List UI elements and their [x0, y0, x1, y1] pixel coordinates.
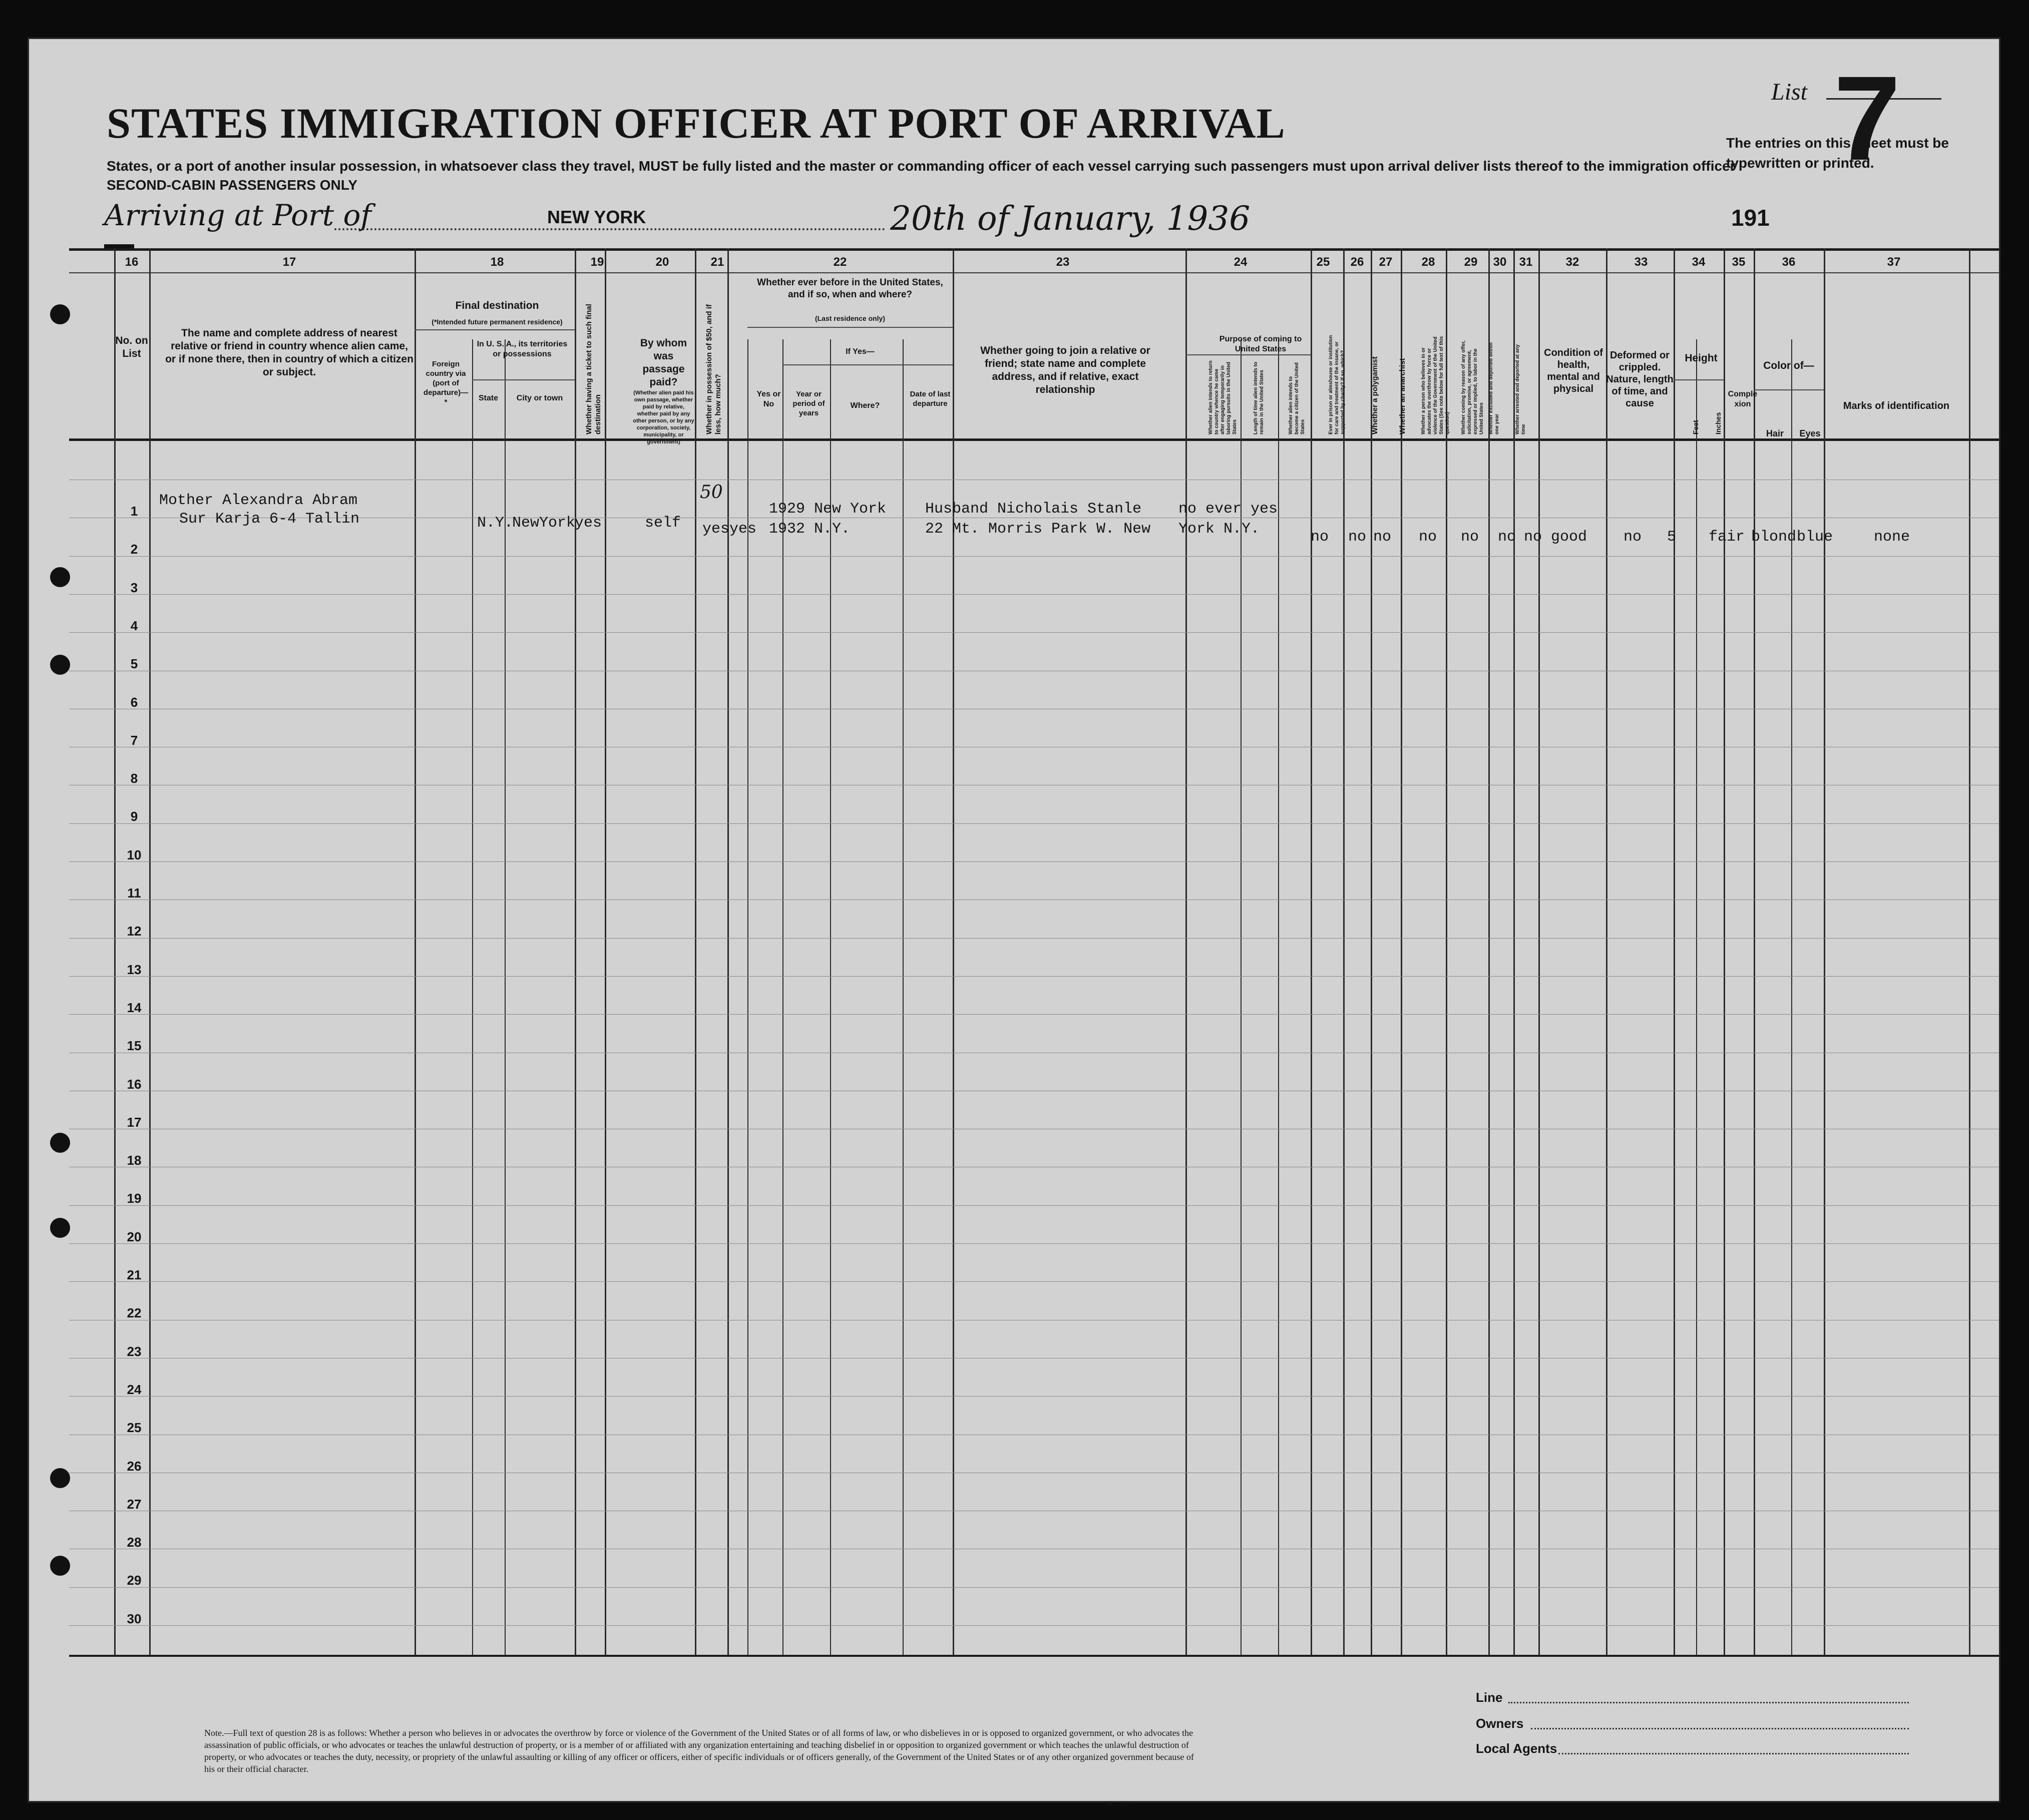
subheader-rule: [782, 364, 953, 365]
row-number: 25: [127, 1420, 142, 1436]
entry-paid-by: self: [645, 515, 681, 532]
entry-complexion: fair: [1709, 529, 1745, 546]
column-rule: [1371, 248, 1372, 1655]
row-rule: [69, 1243, 1999, 1244]
subheader-rule: [1754, 389, 1824, 390]
port-name: NEW YORK: [547, 207, 646, 227]
col-number: 28: [1421, 255, 1435, 269]
col-number: 31: [1519, 255, 1533, 269]
col-number: 19: [590, 255, 604, 269]
header-nearest-relative: The name and complete address of nearest relative or friend in country whence alien came, or if none there, then in country of which a citizen or subject.: [165, 327, 414, 378]
row-number: 30: [127, 1611, 142, 1626]
row-number: 27: [127, 1496, 142, 1512]
header-hair: Hair: [1766, 428, 1784, 438]
binder-hole: [50, 1133, 70, 1153]
row-rule: [69, 861, 1999, 862]
column-number-rule: [69, 272, 1999, 273]
column-rule: [415, 248, 416, 1655]
col-number: 33: [1634, 255, 1648, 269]
header-year-period: Year or period of years: [792, 390, 825, 417]
row-number: 17: [127, 1114, 142, 1130]
line-field: [1508, 1702, 1909, 1703]
subheader-rule: [1674, 379, 1724, 380]
row-number: 9: [130, 809, 138, 824]
binder-hole: [50, 655, 70, 675]
entry-ticket: yes: [575, 515, 602, 532]
header-passage-paid-note: (Whether alien paid his own passage, whether paid by relative, whether paid by any other person, or by any corporation, society, municipality, or government): [633, 390, 694, 445]
col-number: 22: [833, 255, 847, 269]
header-ever-before: Whether ever before in the United States, and if so, when and where?: [757, 277, 943, 300]
row-number: 7: [130, 732, 138, 748]
entry-money-note: 50: [700, 482, 723, 503]
column-rule: [1754, 248, 1755, 1655]
entry-eyes: blue: [1797, 529, 1833, 546]
question-28-note: Note.—Full text of question 28 is as follows: Whether a person who believes in or advocates the overthrow by force or violence of the Government of the United States or of all forms of law, or who disbelieves in or is opposed to organized government, or who advocates the assassination of public officials, or who advocates or teaches the unlawful destruction of property, or is a member of or affiliated with any organization entertaining and teaching disbelief in or opposition to organized government or which teaches the unlawful destruction of property, or who advocates or teaches the duty, necessity, or propriety of the unlawful assaulting or killing of any officer or officers, either of specific individuals or of officers generally, of the Government of the United States or of any other organized government because of his or their official character.: [204, 1728, 1194, 1774]
header-labor-offer: Whether coming by reason of any offer, solicitation, promise, or agreement, expressed or implied, to labor in the United States: [1461, 340, 1484, 434]
table-top-rule: [69, 248, 1999, 251]
entry-c31: no: [1524, 529, 1542, 546]
col-number: 37: [1887, 255, 1901, 269]
row-number: 1: [130, 504, 138, 519]
row-number: 12: [127, 924, 142, 939]
row-number: 18: [127, 1153, 142, 1168]
header-no-on-list: No. on List: [115, 335, 148, 359]
col-number: 18: [490, 255, 504, 269]
header-passage-paid: By whom was passage paid?: [640, 337, 687, 388]
form-code: 14—480: [1105, 1801, 1130, 1808]
entries-note: The entries on this sheet must be typewritten or printed.: [1726, 135, 1949, 171]
column-rule: [695, 248, 696, 1655]
local-agents-label: Local Agents: [1476, 1741, 1557, 1756]
row-rule: [69, 938, 1999, 939]
entry-c29: no: [1461, 529, 1479, 546]
col-number: 29: [1464, 255, 1478, 269]
header-anarchist: Whether an anarchist: [1398, 358, 1407, 434]
owners-label: Owners: [1476, 1716, 1524, 1731]
row-rule: [69, 1281, 1999, 1282]
col-number: 21: [710, 255, 724, 269]
binder-hole: [50, 567, 70, 587]
row-number: 23: [127, 1343, 142, 1359]
header-final-destination-note: (*Intended future permanent residence): [432, 318, 563, 326]
table-bottom-rule: [69, 1655, 1999, 1657]
header-height: Height: [1685, 352, 1718, 364]
entry-before-yes: yes: [729, 521, 757, 538]
margin-tick: [104, 244, 134, 248]
entry-c27: no: [1373, 529, 1392, 546]
row-number: 3: [130, 580, 138, 595]
entry-c30: no: [1498, 529, 1516, 546]
col-number: 23: [1056, 255, 1070, 269]
header-where: Where?: [850, 401, 880, 410]
col-number: 24: [1234, 255, 1248, 269]
row-rule: [69, 556, 1999, 557]
col-number: 16: [125, 255, 139, 269]
header-purpose-return: Whether alien intends to return to country whence he came after engaging temporarily in laboring pursuits in the United States: [1208, 360, 1238, 434]
header-color-of: Color of—: [1763, 360, 1814, 371]
entry-relative-line1: Mother Alexandra Abram: [159, 492, 358, 509]
row-number: 10: [127, 847, 142, 862]
entry-marks: none: [1874, 529, 1910, 546]
header-purpose-length: Length of time alien intends to remain in the United States: [1253, 362, 1265, 434]
subheader-rule: [1185, 354, 1311, 355]
header-bottom-rule: [69, 438, 1999, 441]
entry-state: N.Y.: [477, 515, 514, 532]
header-purpose: Purpose of coming to United States: [1219, 335, 1302, 353]
column-rule: [1185, 248, 1187, 1655]
row-number: 11: [127, 885, 141, 900]
row-number: 26: [127, 1458, 142, 1474]
row-number: 22: [127, 1305, 142, 1321]
header-purpose-citizen: Whether alien intends to become a citizen of the United States: [1288, 362, 1306, 434]
column-rule: [1538, 248, 1540, 1655]
entry-feet: 5: [1667, 529, 1677, 546]
column-rule: [903, 339, 904, 1655]
column-rule: [575, 248, 576, 1655]
header-arrested: Whether arrested and deported at any time: [1515, 344, 1526, 434]
header-inches: Inches: [1714, 412, 1722, 434]
column-rule: [472, 339, 473, 1655]
entry-money: yes: [702, 521, 730, 538]
col-number: 27: [1379, 255, 1393, 269]
port-underline: [334, 228, 885, 230]
row-rule: [69, 899, 1999, 900]
column-rule: [1446, 248, 1447, 1655]
column-rule: [1696, 339, 1697, 1655]
entry-years-line1: 1929 New York: [769, 501, 887, 518]
entry-join-line1: Husband Nicholais Stanle: [925, 501, 1142, 518]
col-number: 32: [1565, 255, 1579, 269]
row-number: 6: [130, 694, 138, 710]
row-number: 5: [130, 656, 138, 672]
header-final-destination: Final destination: [455, 300, 539, 311]
header-if-yes: If Yes—: [846, 347, 875, 356]
entry-hair: blond: [1751, 529, 1797, 546]
header-excluded: Whether excluded and deported within one year: [1488, 342, 1500, 434]
row-rule: [69, 1625, 1999, 1626]
column-rule: [1401, 248, 1402, 1655]
column-rule: [605, 248, 606, 1655]
column-rule: [1969, 248, 1970, 1655]
header-feet: Feet: [1692, 420, 1700, 434]
arrival-date: 20th of January, 1936: [890, 199, 1251, 238]
subheader-rule: [747, 327, 953, 328]
header-complexion: Complexion: [1728, 390, 1758, 408]
entry-purpose-line1: no ever yes: [1178, 501, 1278, 518]
col-number: 17: [282, 255, 296, 269]
header-foreign-country: Foreign country via (port of departure)—*: [423, 360, 469, 406]
header-yes-no: Yes or No: [756, 390, 781, 408]
header-marks: Marks of identification: [1843, 400, 1950, 411]
list-number: 7: [1834, 51, 1901, 185]
header-ever-before-note: (Last residence only): [815, 314, 886, 322]
entry-join-line2: 22 Mt. Morris Park W. New: [925, 521, 1151, 538]
column-rule: [1724, 248, 1725, 1655]
line-label: Line: [1476, 1690, 1503, 1705]
col-number: 34: [1692, 255, 1706, 269]
header-deformed: Deformed or crippled. Nature, length of time, and cause: [1606, 350, 1674, 409]
col-number: 35: [1732, 255, 1746, 269]
entry-years-line2: 1932 N.Y.: [769, 521, 851, 538]
subheader-rule: [472, 379, 575, 380]
form-title: STATES IMMIGRATION OFFICER AT PORT OF ARRIVAL: [107, 99, 1286, 147]
row-rule: [69, 976, 1999, 977]
col-number: 26: [1350, 255, 1364, 269]
subheader-rule: [415, 329, 575, 330]
row-number: 29: [127, 1573, 142, 1588]
row-rule: [69, 1396, 1999, 1397]
column-rule: [1606, 248, 1607, 1655]
column-rule: [1674, 248, 1675, 1655]
row-number: 28: [127, 1535, 142, 1550]
header-ticket: Whether having a ticket to such final destination: [585, 304, 602, 434]
row-number: 21: [127, 1267, 142, 1282]
binder-hole: [50, 1556, 70, 1576]
entry-c28: no: [1419, 529, 1437, 546]
manifest-page: [28, 38, 2000, 1808]
row-number: 16: [127, 1076, 142, 1092]
header-fifty-dollars: Whether in possession of $50, and if less, how much?: [705, 304, 722, 434]
col-number: 20: [655, 255, 669, 269]
binder-hole: [50, 304, 70, 324]
entry-purpose-line2: York N.Y.: [1178, 521, 1260, 538]
row-number: 8: [130, 771, 138, 786]
header-city: City or town: [516, 394, 563, 402]
row-rule: [69, 1014, 1999, 1015]
entry-c26: no: [1348, 529, 1367, 546]
header-health: Condition of health, mental and physical: [1544, 347, 1603, 394]
header-overthrow: Whether a person who believes in or advocates the overthrow by force or violence of the Government of the United States (See note below for full text of this question): [1421, 336, 1450, 434]
entry-health: good: [1551, 529, 1587, 546]
column-rule: [505, 339, 506, 1655]
column-rule: [1824, 248, 1825, 1655]
passenger-class: SECOND-CABIN PASSENGERS ONLY: [107, 177, 357, 193]
column-rule: [1343, 248, 1345, 1655]
header-in-usa: In U. S. A., its territories or possessions: [477, 340, 568, 358]
header-state: State: [478, 394, 499, 402]
owners-field: [1531, 1728, 1909, 1729]
header-polygamist: Whether a polygamist: [1371, 356, 1379, 434]
entry-deformed: no: [1624, 529, 1642, 546]
row-number: 2: [130, 542, 138, 557]
page-number: 191: [1731, 205, 1770, 231]
header-last-departure: Date of last departure: [910, 390, 951, 408]
row-number: 15: [127, 1038, 142, 1054]
col-number: 36: [1782, 255, 1796, 269]
row-number: 19: [127, 1191, 142, 1206]
column-rule: [1311, 248, 1312, 1655]
header-prison: Ever in prison or almshouse or institution for care and treatment of the insane, or supported by charity? If so, which?: [1328, 335, 1346, 434]
row-rule: [69, 632, 1999, 633]
column-rule: [1278, 339, 1279, 1655]
entry-city: NewYork: [512, 515, 576, 532]
row-number: 24: [127, 1382, 142, 1397]
row-number: 14: [127, 1000, 142, 1015]
col-number: 25: [1316, 255, 1330, 269]
column-rule: [727, 248, 729, 1655]
row-rule: [69, 594, 1999, 595]
row-number: 20: [127, 1229, 142, 1244]
column-rule: [114, 248, 116, 1655]
list-label: List: [1771, 79, 1808, 105]
entry-c25: no: [1311, 529, 1329, 546]
column-rule: [149, 248, 151, 1655]
row-rule: [69, 1587, 1999, 1588]
row-number: 13: [127, 962, 142, 977]
column-rule: [953, 248, 954, 1655]
binder-hole: [50, 1468, 70, 1488]
entry-relative-line2: Sur Karja 6-4 Tallin: [179, 511, 360, 528]
header-going-to-join: Whether going to join a relative or friend; state name and complete address, and if relative, exact relationship: [980, 345, 1150, 395]
column-rule: [1488, 248, 1490, 1655]
arriving-label: Arriving at Port of: [104, 198, 371, 232]
row-rule: [69, 823, 1999, 824]
row-number: 4: [130, 618, 138, 633]
binder-hole: [50, 1218, 70, 1238]
col-number: 30: [1493, 255, 1507, 269]
column-rule: [1513, 248, 1515, 1655]
local-agents-field: [1558, 1753, 1909, 1754]
header-eyes: Eyes: [1799, 428, 1821, 438]
form-instructions: States, or a port of another insular possession, in whatsoever class they travel, MUST be fully listed and the master or commanding officer of each vessel carrying such passengers must upon arrival deliver lists thereof to the immigration officer: [107, 158, 1736, 174]
row-rule: [69, 1205, 1999, 1206]
